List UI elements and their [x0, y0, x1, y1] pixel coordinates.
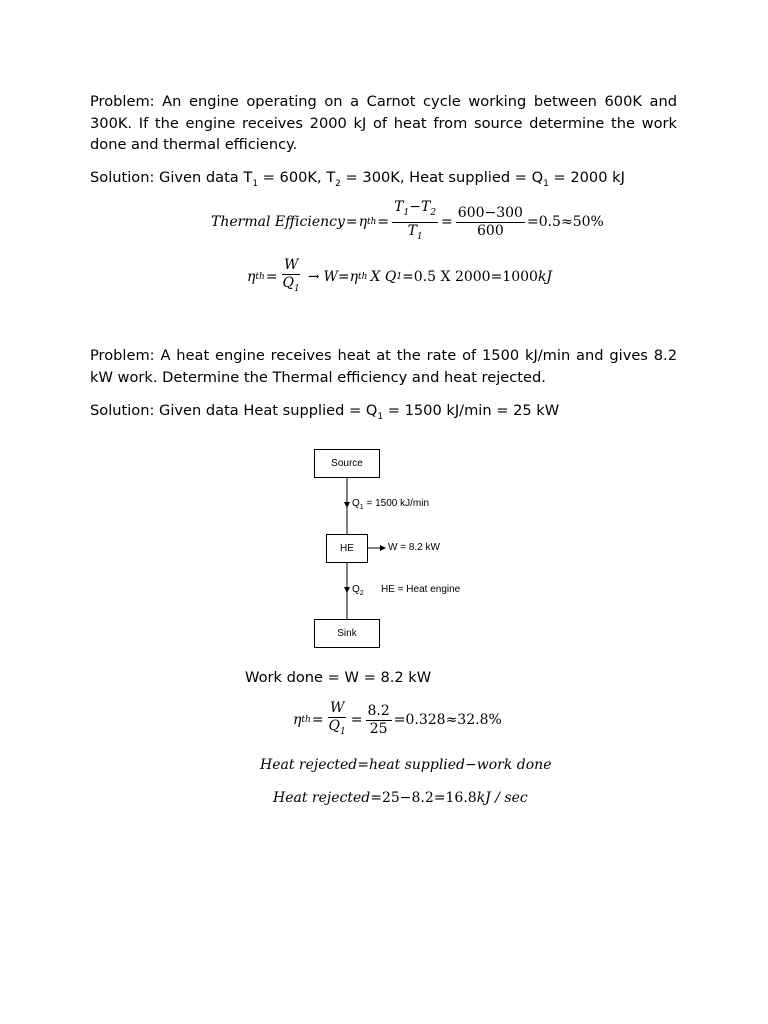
eta-subscript: th — [301, 715, 311, 725]
q1-flow-label: $Q_1 = 1500$ kJ/min — [352, 498, 429, 511]
w-arrowhead-icon — [380, 545, 386, 551]
eq2-rhs-rest: X Q — [370, 269, 397, 285]
eq3-equals-2: = — [350, 712, 363, 728]
eq5-unit: kJ / sec — [476, 790, 528, 806]
value-denominator: 25 — [369, 720, 388, 737]
efficiency-equation-2 — [293, 700, 502, 740]
eq2-equals: = — [265, 269, 278, 285]
eta-symbol: η — [358, 214, 367, 230]
eta-symbol: η — [293, 712, 302, 728]
eq5-lhs: Heat rejected — [273, 790, 371, 806]
work-output-label: W = 8.2 kW — [388, 542, 440, 553]
value-numerator: 600−300 — [457, 204, 523, 221]
eq3-result: =0.328≈32.8% — [393, 712, 502, 728]
value-fraction — [366, 704, 392, 737]
fraction-denominator: $T_1$ — [407, 222, 423, 242]
eq1-equals: = — [345, 214, 358, 230]
fraction-denominator: $Q_1$ — [328, 717, 346, 737]
heat-engine-box: HE — [326, 534, 368, 563]
eq1-equals-3: = — [441, 214, 453, 230]
he-legend-label: HE = Heat engine — [381, 584, 461, 595]
eta-subscript-2: th — [358, 272, 368, 282]
q1-subscript: 1 — [543, 178, 549, 189]
q2-arrowhead-icon — [344, 587, 350, 593]
fraction-numerator: W — [283, 256, 299, 273]
work-done-text: Work done = W = 8.2 kW — [245, 669, 432, 686]
q2-flow-label: $Q_2$ — [352, 584, 364, 597]
arrow-icon: → — [307, 269, 320, 285]
eq2-rhs: W=η — [323, 269, 359, 285]
problem-1-statement: Problem: An engine operating on a Carnot cycle working between 600K and 300K. If the engine receives 2000 kJ of heat from source determine the work done and thermal efficiency. — [90, 93, 677, 153]
fraction-numerator: $T_1-T_2$ — [392, 200, 438, 223]
eq2-unit: kJ — [537, 269, 553, 285]
fraction-denominator: $Q_1$ — [282, 274, 300, 294]
eq1-result: =0.5≈50% — [526, 214, 604, 230]
value-denominator: 600 — [477, 222, 504, 239]
problem-2-statement: Problem: A heat engine receives heat at the rate of 1500 kJ/min and gives 8.2 kW work. Determine the Thermal efficiency and heat rejected. — [90, 347, 677, 386]
solution-prefix: Solution: Given data Heat supplied = Q — [90, 402, 378, 419]
q1-value: = 2000 kJ — [548, 169, 625, 186]
q-subscript: 1 — [396, 272, 403, 282]
source-box: Source — [314, 449, 380, 478]
solution-prefix: Solution: Given data T — [90, 169, 253, 186]
eq2-values: =0.5 X 2000=1000 — [402, 269, 538, 285]
t2-subscript: 2 — [335, 178, 341, 189]
heat-rejected-definition: Heat rejected=heat supplied−work done — [260, 757, 552, 773]
eta-subscript: th — [255, 272, 265, 282]
q1-value: = 1500 kJ/min = 25 kW — [383, 402, 560, 419]
eq1-equals-2: = — [377, 214, 390, 230]
eq3-equals: = — [311, 712, 324, 728]
eq1-lhs: Thermal Efficiency — [211, 214, 345, 230]
heat-rejected-calculation — [273, 787, 528, 809]
sink-box: Sink — [314, 619, 380, 648]
t2-value: = 300K, Heat supplied = Q — [340, 169, 544, 186]
value-numerator: 8.2 — [367, 702, 390, 719]
q1-subscript: 1 — [377, 411, 384, 422]
eq5-values: =25−8.2=16.8 — [370, 790, 477, 806]
t1-value: = 600K, T — [258, 169, 336, 186]
w-over-q-fraction — [327, 701, 348, 740]
eta-symbol: η — [247, 269, 256, 285]
fraction-numerator: W — [329, 699, 345, 716]
q1-arrowhead-icon — [344, 502, 350, 508]
t1-subscript: 1 — [252, 178, 259, 189]
eta-subscript: th — [367, 217, 377, 227]
